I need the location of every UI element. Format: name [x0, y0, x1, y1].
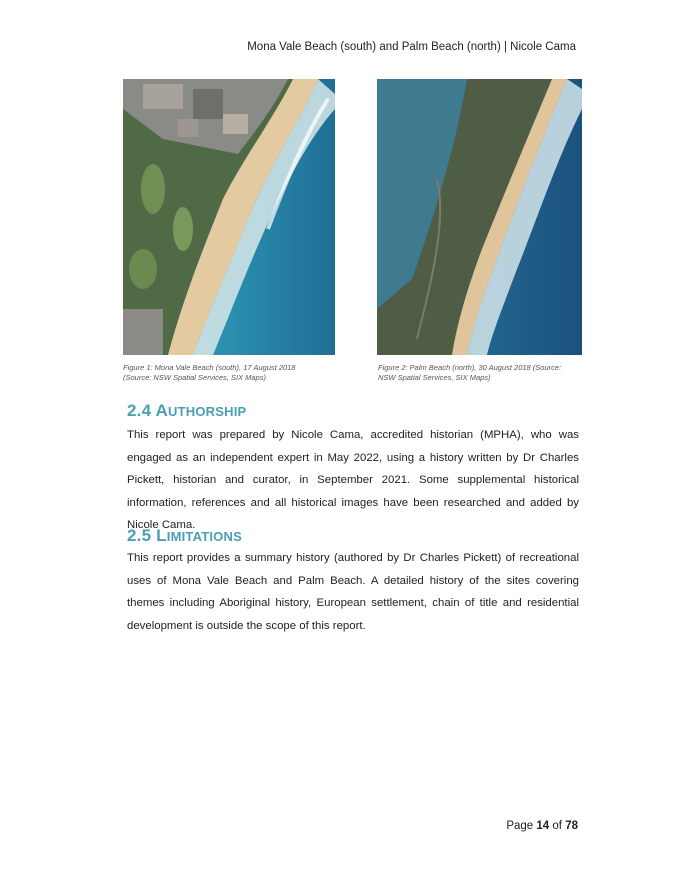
section-number: 2.5 [127, 526, 152, 545]
figure-2-caption [378, 363, 578, 382]
of-label: of [552, 820, 562, 832]
authorship-paragraph: This report was prepared by Nicole Cama, accredited historian (MPHA), who was engaged as an independent expert in May 2022, using a history written by Dr Charles Pickett, historian and curator, in September 2021. Some supplemental historical information, references and all historical images have been researched and added by Nicole Cama. [127, 429, 579, 531]
heading-limitations [127, 526, 242, 546]
page-num: 14 [536, 820, 550, 832]
title-initial: L [156, 526, 167, 545]
page-label: Page [506, 820, 534, 832]
aerial-photo-palm-beach [377, 79, 582, 355]
caption-line: (Source: NSW Spatial Services, SIX Maps) [123, 372, 266, 382]
section-number: 2.4 [127, 401, 152, 420]
title-rest: UTHORSHIP [168, 404, 247, 419]
heading-authorship [127, 401, 246, 421]
page-number-footer [506, 820, 578, 832]
aerial-photo-mona-vale [123, 79, 335, 355]
caption-line: Figure 1: Mona Vale Beach (south), 17 August 2018 [123, 363, 296, 372]
figure-1-caption [123, 363, 323, 382]
caption-line: NSW Spatial Services, SIX Maps) [378, 372, 491, 382]
page-total: 78 [565, 820, 578, 832]
page-header: Mona Vale Beach (south) and Palm Beach (north) | Nicole Cama [247, 41, 576, 53]
title-initial: A [155, 401, 169, 420]
caption-line: Figure 2: Palm Beach (north), 30 August 2018 (Source: [378, 363, 562, 372]
limitations-paragraph: This report provides a summary history (authored by Dr Charles Pickett) of recreational uses of Mona Vale Beach and Palm Beach. A detailed history of the sites covering themes including Aboriginal history, European settlement, chain of title and residential development is outside the scope of this report. [127, 552, 579, 632]
title-rest: IMITATIONS [166, 529, 242, 544]
